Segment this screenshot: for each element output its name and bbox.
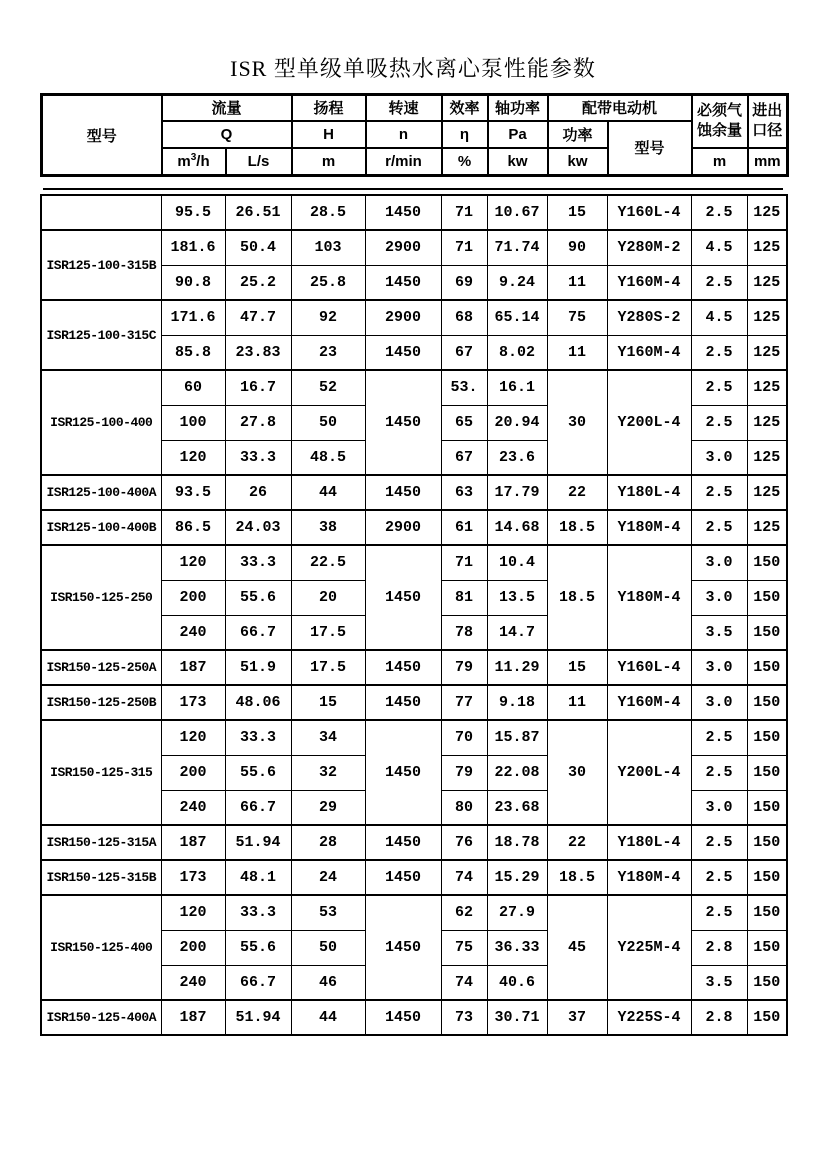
value-cell: 17.79 [487, 475, 547, 510]
model-cell: ISR150-125-250A [41, 650, 161, 685]
value-cell: 65 [441, 405, 487, 440]
value-cell: 2.5 [691, 755, 747, 790]
value-cell: 75 [441, 930, 487, 965]
value-cell: 46 [291, 965, 365, 1000]
value-cell: 1450 [365, 650, 441, 685]
value-cell: 23.6 [487, 440, 547, 475]
value-cell: 2.5 [691, 405, 747, 440]
value-cell: 48.1 [225, 860, 291, 895]
value-cell: 74 [441, 965, 487, 1000]
value-cell: 1450 [365, 370, 441, 475]
value-cell: 1450 [365, 475, 441, 510]
table-row [41, 475, 787, 510]
table-row [41, 300, 787, 335]
value-cell: 2.5 [691, 860, 747, 895]
table-row [41, 195, 787, 230]
value-cell: 125 [747, 300, 787, 335]
value-cell: 71.74 [487, 230, 547, 265]
value-cell: 34 [291, 720, 365, 755]
value-cell: 92 [291, 300, 365, 335]
value-cell: 3.0 [691, 440, 747, 475]
value-cell: 9.18 [487, 685, 547, 720]
value-cell: Y160M-4 [607, 685, 691, 720]
value-cell: 78 [441, 615, 487, 650]
value-cell: 181.6 [161, 230, 225, 265]
value-cell: 52 [291, 370, 365, 405]
value-cell: 18.5 [547, 860, 607, 895]
value-cell: 3.0 [691, 790, 747, 825]
value-cell: 200 [161, 755, 225, 790]
header-flow-unit-m3h: $m^3/h$ [162, 148, 226, 176]
value-cell: 53. [441, 370, 487, 405]
value-cell: 61 [441, 510, 487, 545]
value-cell: 67 [441, 335, 487, 370]
value-cell: 187 [161, 1000, 225, 1035]
value-cell: Y160M-4 [607, 335, 691, 370]
value-cell: 55.6 [225, 755, 291, 790]
table-row [41, 895, 787, 930]
value-cell: Y160L-4 [607, 650, 691, 685]
value-cell: 120 [161, 545, 225, 580]
model-cell [41, 195, 161, 230]
model-cell: ISR125-100-315B [41, 230, 161, 300]
value-cell: 2900 [365, 300, 441, 335]
value-cell: 26 [225, 475, 291, 510]
header-diameter-line1: 进出 [752, 102, 783, 120]
value-cell: 3.0 [691, 650, 747, 685]
value-cell: 65.14 [487, 300, 547, 335]
table-row [41, 545, 787, 580]
value-cell: 150 [747, 930, 787, 965]
header-diameter-line2: 口径 [752, 122, 783, 140]
table-row [41, 720, 787, 755]
value-cell: 22 [547, 475, 607, 510]
value-cell: 30 [547, 720, 607, 825]
value-cell: 125 [747, 475, 787, 510]
value-cell: 4.5 [691, 230, 747, 265]
value-cell: 200 [161, 930, 225, 965]
value-cell: 27.8 [225, 405, 291, 440]
value-cell: 2.8 [691, 930, 747, 965]
value-cell: 26.51 [225, 195, 291, 230]
model-cell: ISR125-100-400 [41, 370, 161, 475]
value-cell: 76 [441, 825, 487, 860]
value-cell: 44 [291, 475, 365, 510]
table-separator-rule [43, 188, 783, 190]
value-cell: 48.06 [225, 685, 291, 720]
value-cell: 2.5 [691, 370, 747, 405]
value-cell: Y160L-4 [607, 195, 691, 230]
value-cell: 11 [547, 685, 607, 720]
value-cell: 2.5 [691, 195, 747, 230]
value-cell: 150 [747, 1000, 787, 1035]
value-cell: 44 [291, 1000, 365, 1035]
value-cell: 240 [161, 790, 225, 825]
value-cell: 50.4 [225, 230, 291, 265]
table-row [41, 1000, 787, 1035]
value-cell: 16.1 [487, 370, 547, 405]
value-cell: 103 [291, 230, 365, 265]
value-cell: 1450 [365, 720, 441, 825]
value-cell: Y180L-4 [607, 825, 691, 860]
value-cell: 23.68 [487, 790, 547, 825]
value-cell: 18.5 [547, 510, 607, 545]
value-cell: 200 [161, 580, 225, 615]
value-cell: 1450 [365, 860, 441, 895]
value-cell: 2.5 [691, 895, 747, 930]
value-cell: 2.5 [691, 335, 747, 370]
value-cell: 55.6 [225, 580, 291, 615]
header-diameter [748, 95, 788, 148]
value-cell: 63 [441, 475, 487, 510]
value-cell: 150 [747, 755, 787, 790]
value-cell: 1450 [365, 265, 441, 300]
value-cell: 13.5 [487, 580, 547, 615]
value-cell: 15 [547, 195, 607, 230]
value-cell: 95.5 [161, 195, 225, 230]
value-cell: 71 [441, 545, 487, 580]
value-cell: 240 [161, 965, 225, 1000]
model-cell: ISR150-125-315A [41, 825, 161, 860]
superscript-3: 3 [190, 152, 197, 164]
value-cell: 33.3 [225, 545, 291, 580]
value-cell: 81 [441, 580, 487, 615]
value-cell: 17.5 [291, 650, 365, 685]
header-flow-symbol: Q [162, 121, 292, 148]
value-cell: 50 [291, 930, 365, 965]
header-motor: 配带电动机 [548, 95, 692, 121]
header-speed-symbol: n [366, 121, 442, 148]
model-cell: ISR150-125-315 [41, 720, 161, 825]
value-cell: 150 [747, 720, 787, 755]
value-cell: 15 [291, 685, 365, 720]
value-cell: 20.94 [487, 405, 547, 440]
value-cell: 51.94 [225, 825, 291, 860]
value-cell: 1450 [365, 685, 441, 720]
model-cell: ISR150-125-250 [41, 545, 161, 650]
table-row [41, 685, 787, 720]
value-cell: Y180M-4 [607, 545, 691, 650]
value-cell: 171.6 [161, 300, 225, 335]
value-cell: 68 [441, 300, 487, 335]
value-cell: 150 [747, 685, 787, 720]
header-shaft-power-symbol: Pa [488, 121, 548, 148]
value-cell: 50 [291, 405, 365, 440]
value-cell: 23 [291, 335, 365, 370]
value-cell: 2900 [365, 510, 441, 545]
header-shaft-power: 轴功率 [488, 95, 548, 121]
value-cell: 17.5 [291, 615, 365, 650]
value-cell: 60 [161, 370, 225, 405]
header-efficiency: 效率 [442, 95, 488, 121]
header-efficiency-symbol: η [442, 121, 488, 148]
value-cell: 20 [291, 580, 365, 615]
value-cell: 80 [441, 790, 487, 825]
value-cell: 51.9 [225, 650, 291, 685]
value-cell: 75 [547, 300, 607, 335]
value-cell: 30 [547, 370, 607, 475]
header-speed: 转速 [366, 95, 442, 121]
page-title: ISR 型单级单吸热水离心泵性能参数 [230, 56, 596, 81]
value-cell: 66.7 [225, 790, 291, 825]
value-cell: 62 [441, 895, 487, 930]
value-cell: 38 [291, 510, 365, 545]
value-cell: 11 [547, 335, 607, 370]
value-cell: 33.3 [225, 440, 291, 475]
value-cell: Y200L-4 [607, 370, 691, 475]
value-cell: 70 [441, 720, 487, 755]
value-cell: 150 [747, 650, 787, 685]
value-cell: 69 [441, 265, 487, 300]
value-cell: 150 [747, 580, 787, 615]
value-cell: 1450 [365, 895, 441, 1000]
value-cell: 125 [747, 440, 787, 475]
value-cell: 1450 [365, 825, 441, 860]
value-cell: 15.87 [487, 720, 547, 755]
header-efficiency-unit: % [442, 148, 488, 176]
value-cell: 120 [161, 440, 225, 475]
value-cell: 47.7 [225, 300, 291, 335]
value-cell: 33.3 [225, 720, 291, 755]
header-npsh [692, 95, 748, 148]
value-cell: 15 [547, 650, 607, 685]
value-cell: 18.5 [547, 545, 607, 650]
value-cell: 3.0 [691, 545, 747, 580]
value-cell: 36.33 [487, 930, 547, 965]
header-flow-unit-ls: L/s [226, 148, 292, 176]
header-diameter-unit: mm [748, 148, 788, 176]
value-cell: Y180M-4 [607, 860, 691, 895]
value-cell: 66.7 [225, 965, 291, 1000]
value-cell: 3.0 [691, 580, 747, 615]
value-cell: 22.5 [291, 545, 365, 580]
value-cell: 2.5 [691, 510, 747, 545]
value-cell: 27.9 [487, 895, 547, 930]
value-cell: 4.5 [691, 300, 747, 335]
model-cell: ISR125-100-400B [41, 510, 161, 545]
value-cell: Y160M-4 [607, 265, 691, 300]
value-cell: Y280M-2 [607, 230, 691, 265]
value-cell: 14.7 [487, 615, 547, 650]
table-row [41, 825, 787, 860]
value-cell: 120 [161, 895, 225, 930]
value-cell: 74 [441, 860, 487, 895]
value-cell: 1450 [365, 545, 441, 650]
value-cell: 23.83 [225, 335, 291, 370]
value-cell: 32 [291, 755, 365, 790]
value-cell: 51.94 [225, 1000, 291, 1035]
value-cell: 55.6 [225, 930, 291, 965]
value-cell: Y225M-4 [607, 895, 691, 1000]
value-cell: 120 [161, 720, 225, 755]
value-cell: 2.8 [691, 1000, 747, 1035]
value-cell: 40.6 [487, 965, 547, 1000]
header-npsh-line1: 必须气 [697, 102, 743, 120]
value-cell: 9.24 [487, 265, 547, 300]
header-head-symbol: H [292, 121, 366, 148]
value-cell: 150 [747, 545, 787, 580]
value-cell: 125 [747, 195, 787, 230]
value-cell: Y180L-4 [607, 475, 691, 510]
value-cell: 1450 [365, 335, 441, 370]
value-cell: 2900 [365, 230, 441, 265]
value-cell: 28.5 [291, 195, 365, 230]
value-cell: 24 [291, 860, 365, 895]
value-cell: Y280S-2 [607, 300, 691, 335]
value-cell: 1450 [365, 195, 441, 230]
spec-table-body [40, 194, 788, 1036]
value-cell: 100 [161, 405, 225, 440]
value-cell: 16.7 [225, 370, 291, 405]
value-cell: 15.29 [487, 860, 547, 895]
value-cell: 150 [747, 615, 787, 650]
header-motor-power: 功率 [548, 121, 608, 148]
value-cell: 125 [747, 265, 787, 300]
value-cell: 11.29 [487, 650, 547, 685]
value-cell: 25.2 [225, 265, 291, 300]
value-cell: Y180M-4 [607, 510, 691, 545]
value-cell: 33.3 [225, 895, 291, 930]
value-cell: 93.5 [161, 475, 225, 510]
header-flow: 流量 [162, 95, 292, 121]
table-row [41, 650, 787, 685]
model-cell: ISR150-125-315B [41, 860, 161, 895]
value-cell: 71 [441, 230, 487, 265]
value-cell: 79 [441, 650, 487, 685]
header-motor-power-unit: kw [548, 148, 608, 176]
value-cell: 3.5 [691, 965, 747, 1000]
value-cell: 2.5 [691, 265, 747, 300]
value-cell: 125 [747, 370, 787, 405]
value-cell: 77 [441, 685, 487, 720]
header-npsh-line2: 蚀余量 [697, 122, 743, 140]
value-cell: 125 [747, 510, 787, 545]
spec-table-rows [41, 195, 787, 1035]
table-row [41, 510, 787, 545]
value-cell: Y225S-4 [607, 1000, 691, 1035]
value-cell: 11 [547, 265, 607, 300]
value-cell: 10.4 [487, 545, 547, 580]
value-cell: 53 [291, 895, 365, 930]
value-cell: 2.5 [691, 720, 747, 755]
header-npsh-unit: m [692, 148, 748, 176]
model-cell: ISR150-125-400A [41, 1000, 161, 1035]
value-cell: 86.5 [161, 510, 225, 545]
model-cell: ISR125-100-400A [41, 475, 161, 510]
header-model: 型号 [42, 95, 162, 176]
value-cell: 66.7 [225, 615, 291, 650]
value-cell: 3.5 [691, 615, 747, 650]
value-cell: 1450 [365, 1000, 441, 1035]
value-cell: 14.68 [487, 510, 547, 545]
value-cell: 8.02 [487, 335, 547, 370]
value-cell: 125 [747, 230, 787, 265]
value-cell: 79 [441, 755, 487, 790]
value-cell: 45 [547, 895, 607, 1000]
value-cell: Y200L-4 [607, 720, 691, 825]
header-shaft-power-unit: kw [488, 148, 548, 176]
value-cell: 85.8 [161, 335, 225, 370]
value-cell: 2.5 [691, 475, 747, 510]
value-cell: 22 [547, 825, 607, 860]
model-cell: ISR125-100-315C [41, 300, 161, 370]
value-cell: 240 [161, 615, 225, 650]
spec-table-header [40, 93, 789, 177]
value-cell: 150 [747, 825, 787, 860]
value-cell: 150 [747, 895, 787, 930]
value-cell: 10.67 [487, 195, 547, 230]
value-cell: 29 [291, 790, 365, 825]
header-motor-model: 型号 [608, 121, 692, 176]
value-cell: 90 [547, 230, 607, 265]
value-cell: 71 [441, 195, 487, 230]
value-cell: 18.78 [487, 825, 547, 860]
value-cell: 25.8 [291, 265, 365, 300]
model-cell: ISR150-125-250B [41, 685, 161, 720]
header-speed-unit: r/min [366, 148, 442, 176]
value-cell: 22.08 [487, 755, 547, 790]
value-cell: 150 [747, 965, 787, 1000]
value-cell: 150 [747, 860, 787, 895]
table-row [41, 860, 787, 895]
value-cell: 37 [547, 1000, 607, 1035]
model-cell: ISR150-125-400 [41, 895, 161, 1000]
value-cell: 125 [747, 335, 787, 370]
value-cell: 67 [441, 440, 487, 475]
value-cell: 30.71 [487, 1000, 547, 1035]
value-cell: 28 [291, 825, 365, 860]
value-cell: 150 [747, 790, 787, 825]
value-cell: 24.03 [225, 510, 291, 545]
value-cell: 3.0 [691, 685, 747, 720]
header-head-unit: m [292, 148, 366, 176]
table-row [41, 370, 787, 405]
value-cell: 173 [161, 685, 225, 720]
value-cell: 48.5 [291, 440, 365, 475]
header-head: 扬程 [292, 95, 366, 121]
value-cell: 2.5 [691, 825, 747, 860]
value-cell: 73 [441, 1000, 487, 1035]
value-cell: 173 [161, 860, 225, 895]
value-cell: 125 [747, 405, 787, 440]
value-cell: 90.8 [161, 265, 225, 300]
table-row [41, 230, 787, 265]
value-cell: 187 [161, 825, 225, 860]
value-cell: 187 [161, 650, 225, 685]
